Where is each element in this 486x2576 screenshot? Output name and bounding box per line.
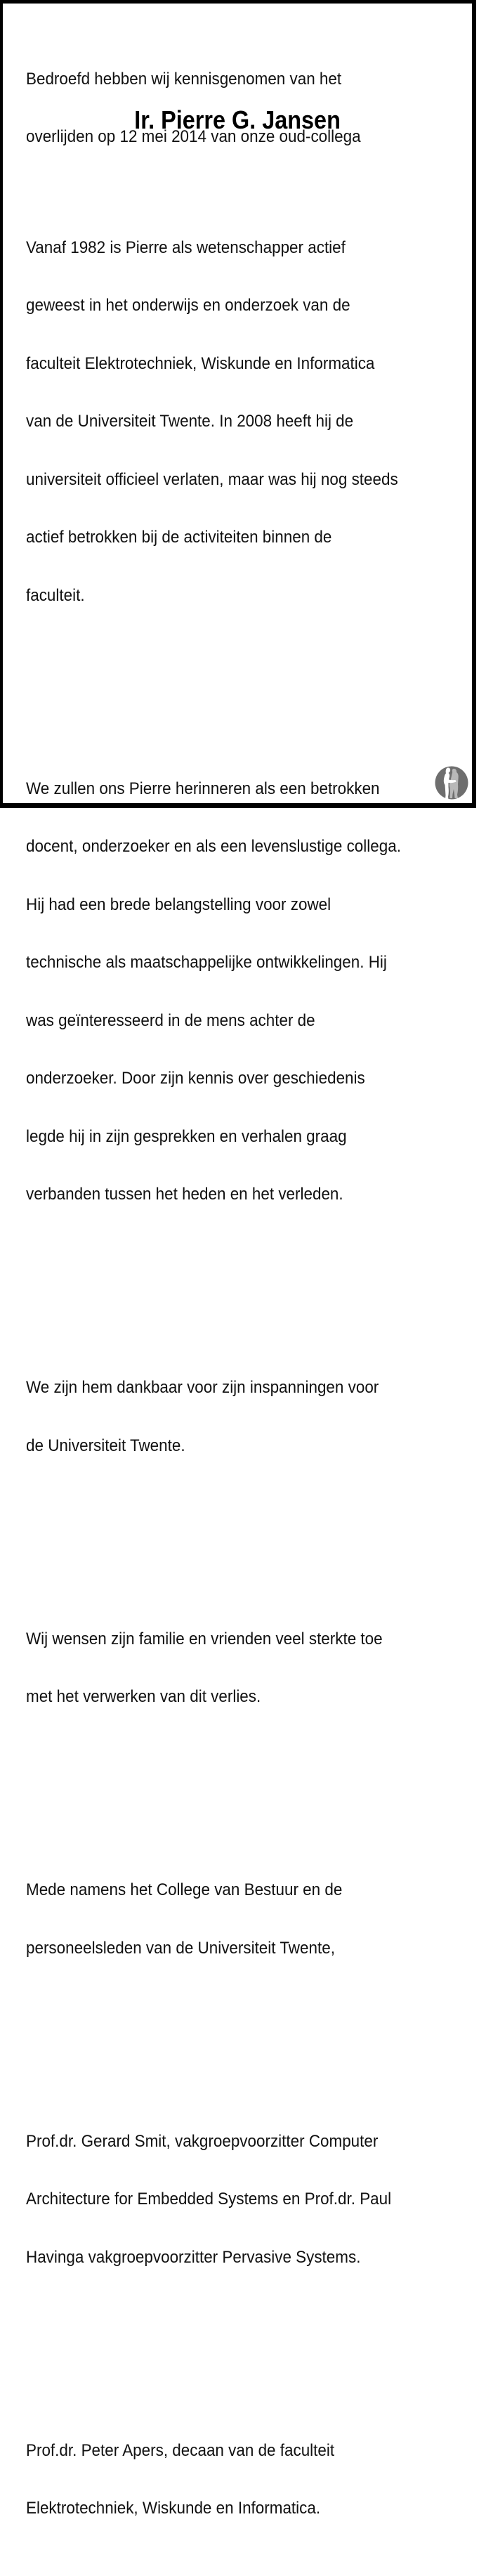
signatory-dean — [26, 2402, 486, 2557]
body-line: Hij had een brede belangstelling voor zowel — [26, 895, 486, 915]
body-line: Elektrotechniek, Wiskunde en Informatica. — [26, 2499, 486, 2518]
paragraph-on-behalf — [26, 1842, 486, 1996]
body-line: Architecture for Embedded Systems en Prof.dr. Paul — [26, 2190, 486, 2209]
paragraph-condolences — [26, 1591, 486, 1745]
paragraph-spacer — [26, 2035, 486, 2055]
body-line: Wij wensen zijn familie en vrienden veel sterkte toe — [26, 1629, 486, 1649]
paragraph-spacer — [26, 1533, 486, 1552]
body-line: met het verwerken van dit verlies. — [26, 1687, 486, 1707]
intro-line: Bedroefd hebben wij kennisgenomen van het — [26, 70, 486, 89]
body-line: universiteit officieel verlaten, maar was hij nog steeds — [26, 470, 486, 490]
body-line: We zullen ons Pierre herinneren als een betrokken — [26, 779, 486, 799]
intro-text — [26, 31, 486, 167]
intro-line: overlijden op 12 mei 2014 van onze oud-collega — [26, 127, 486, 147]
body-line: personeelsleden van de Universiteit Twente, — [26, 1939, 486, 1958]
body-line: verbanden tussen het heden en het verleden. — [26, 1185, 486, 1204]
paragraph-spacer — [26, 1784, 486, 1804]
deceased-name-heading — [0, 106, 476, 134]
paragraph-spacer — [26, 682, 486, 702]
deceased-name: Ir. Pierre G. Jansen — [134, 106, 341, 134]
paragraph-spacer — [26, 2344, 486, 2364]
paragraph-remembrance — [26, 741, 486, 1243]
embracing-figures-icon — [435, 766, 468, 800]
signatory-chairs — [26, 2093, 486, 2306]
body-line: technische als maatschappelijke ontwikkelingen. Hij — [26, 953, 486, 972]
body-line: Havinga vakgroepvoorzitter Pervasive Systems. — [26, 2248, 486, 2268]
body-line: Prof.dr. Gerard Smit, vakgroepvoorzitter Computer — [26, 2132, 486, 2152]
body-line: van de Universiteit Twente. In 2008 heeft hij de — [26, 412, 486, 431]
body-line: faculteit Elektrotechniek, Wiskunde en Informatica — [26, 354, 486, 374]
body-line: Vanaf 1982 is Pierre als wetenschapper actief — [26, 238, 486, 258]
paragraph-gratitude — [26, 1339, 486, 1494]
body-line: onderzoeker. Door zijn kennis over geschiedenis — [26, 1069, 486, 1088]
body-line: was geïnteresseerd in de mens achter de — [26, 1011, 486, 1031]
paragraph-career — [26, 200, 486, 644]
body-line: Prof.dr. Peter Apers, decaan van de faculteit — [26, 2441, 486, 2461]
paragraph-spacer — [26, 1282, 486, 1301]
memorial-logo — [435, 766, 468, 800]
body-line: faculteit. — [26, 586, 486, 606]
body-line: geweest in het onderwijs en onderzoek van de — [26, 296, 486, 316]
body-line: docent, onderzoeker en als een levenslustige collega. — [26, 837, 486, 857]
body-line: Mede namens het College van Bestuur en de — [26, 1880, 486, 1900]
notice-body — [26, 161, 486, 2576]
body-line: de Universiteit Twente. — [26, 1436, 486, 1456]
body-line: legde hij in zijn gesprekken en verhalen graag — [26, 1127, 486, 1147]
body-line: actief betrokken bij de activiteiten binnen de — [26, 528, 486, 547]
body-line: We zijn hem dankbaar voor zijn inspanningen voor — [26, 1378, 486, 1398]
